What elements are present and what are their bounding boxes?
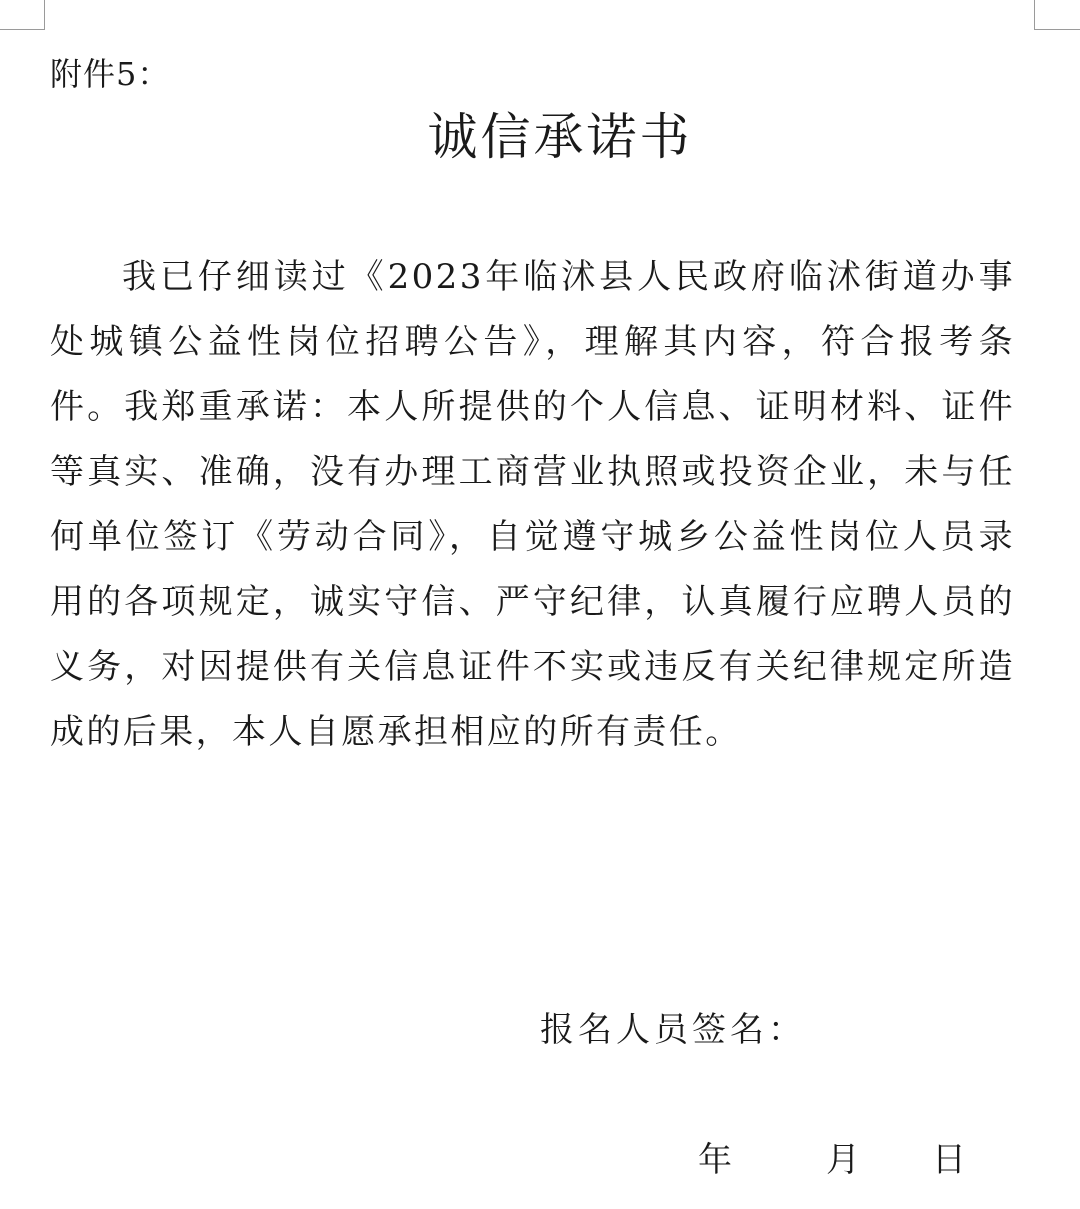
page-corner-mark-top-left <box>44 0 45 30</box>
date-month-label: 月 <box>826 1140 860 1180</box>
page-corner-mark-top-right <box>1034 0 1035 30</box>
document-title: 诚信承诺书 <box>427 108 693 166</box>
signature-label: 报名人员签名： <box>540 1010 806 1050</box>
page-corner-mark-top-left <box>0 29 45 30</box>
page-corner-mark-top-right <box>1034 29 1080 30</box>
pledge-body-paragraph: 我已仔细读过《2023年临沭县人民政府临沭街道办事处城镇公益性岗位招聘公告》，理解其内容，符合报考条件。我郑重承诺：本人所提供的个人信息、证明材料、证件等真实、准确，没有办理工商营业执照或投资企业，未与任何单位签订《劳动合同》，自觉遵守城乡公益性岗位人员录用的各项规定，诚实守信、严守纪律，认真履行应聘人员的义务，对因提供有关信息证件不实或违反有关纪律规定所造成的后果，本人自愿承担相应的所有责任。 <box>50 257 1015 752</box>
attachment-label: 附件5： <box>50 55 171 93</box>
date-day-label: 日 <box>932 1140 966 1180</box>
date-year-label: 年 <box>698 1140 732 1180</box>
